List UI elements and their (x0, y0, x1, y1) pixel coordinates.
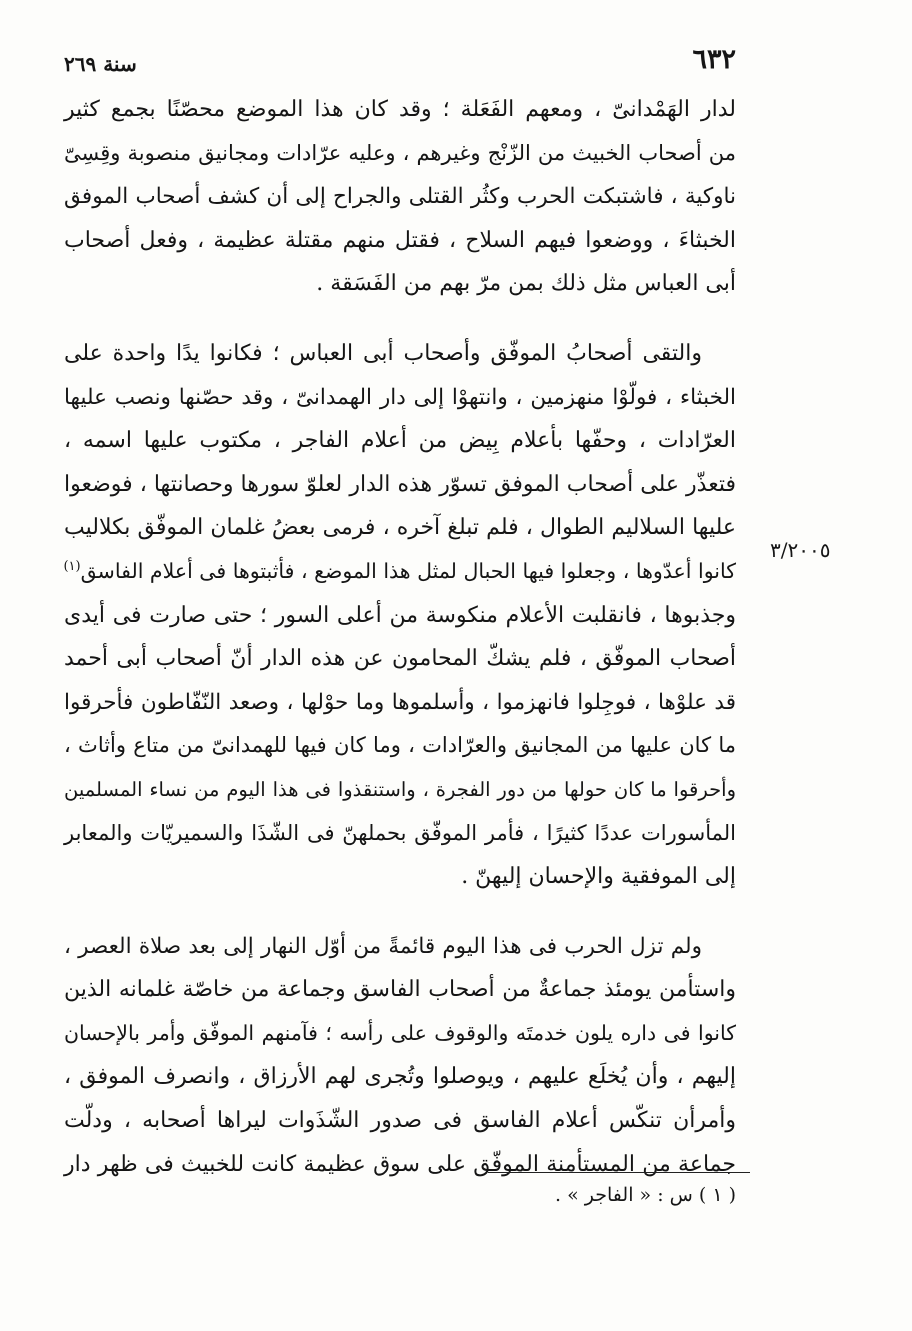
page-number: ٦٣٢ (692, 44, 736, 75)
running-head-year: سنة ٢٦٩ (64, 52, 137, 76)
page-header (64, 44, 736, 80)
text-line-with-footnote (64, 550, 736, 594)
text-line: فتعذّر على أصحاب الموفق تسوّر هذه الدار لعلوّ سورها وحصانتها ، فوضعوا (64, 471, 736, 497)
footnote-marker: (١) (63, 559, 81, 575)
paragraph-3 (64, 925, 736, 1187)
text-line-content: كانوا أعدّوها ، وجعلوا فيها الحبال لمثل هذا الموضع ، فأثبتوها فى أعلام الفاسق (80, 558, 736, 583)
text-line: والتقى أصحابُ الموفّق وأصحاب أبى العباس ؛ فكانوا يدًا واحدة على (64, 340, 702, 366)
text-line: إلى الموفقية والإحسان إليهنّ . (461, 864, 736, 890)
text-line: ما كان عليها من المجانيق والعرّادات ، وما كان فيها للهمدانىّ من متاع وأثاث ، (64, 733, 736, 758)
text-line: لدار الهَمْدانىّ ، ومعهم الفَعَلة ؛ وقد كان هذا الموضع محصّنًا بجمع كثير (64, 97, 736, 122)
text-line: واستأمن يومئذ جماعةٌ من أصحاب الفاسق وجماعة من خاصّة غلمانه الذين (64, 977, 736, 1003)
text-line: عليها السلاليم الطوال ، فلم تبلغ آخره ، فرمى بعضُ غلمان الموفّق بكلاليب (64, 515, 736, 541)
text-line: إليهم ، وأن يُخلَع عليهم ، ويوصلوا وتُجرى لهم الأرزاق ، وانصرف الموفق ، (64, 1064, 736, 1090)
text-line: الخبثاء ، فولّوْا منهزمين ، وانتهوْا إلى دار الهمدانىّ ، وقد حصّنها ونصب عليها (64, 384, 736, 410)
text-line: من أصحاب الخبيث من الزّنْج وغيرهم ، وعليه عرّادات ومجانيق منصوبة وقِسِىّ (64, 140, 736, 165)
text-line: وجذبوها ، فانقلبت الأعلام منكوسة من أعلى السور ؛ حتى صارت فى أيدى (64, 602, 736, 628)
text-line: وأمرأن تنكّس أعلام الفاسق فى صدور الشّذَوات ليراها أصحابه ، ودلّت (64, 1108, 736, 1134)
text-line: كانوا فى داره يلون خدمتَه والوقوف على رأسه ؛ فآمنهم الموفّق وأمر بالإحسان (64, 1020, 736, 1045)
margin-reference: ٣/٢٠٠٥ (770, 538, 831, 562)
text-line: وأحرقوا ما كان حولها من دور الفجرة ، واستنقذوا فى هذا اليوم من نساء المسلمين (64, 777, 736, 801)
paragraph-1 (64, 88, 736, 306)
text-line: أصحاب الموفّق ، فلم يشكّ المحامون عن هذه الدار أنّ أصحاب أبى أحمد (64, 646, 736, 672)
paragraph-2 (64, 332, 736, 899)
text-line: ناوكية ، فاشتبكت الحرب وكثُر القتلى والجراح إلى أن كشف أصحاب الموفق (64, 184, 736, 210)
text-line: العرّادات ، وحفّها بأعلام بِيض من أعلام الفاجر ، مكتوب عليها اسمه ، (64, 428, 736, 454)
footnote-divider (488, 1172, 750, 1173)
text-line: أبى العباس مثل ذلك بمن مرّ بهم من الفَسَقة . (316, 271, 736, 297)
text-line: جماعة من المستأمنة الموفّق على سوق عظيمة كانت للخبيث فى ظهر دار (64, 1151, 736, 1177)
main-text (64, 88, 736, 1186)
footnote: ( ١ ) س : « الفاجر » . (555, 1184, 736, 1206)
text-line: الخبثاءَ ، ووضعوا فيهم السلاح ، فقتل منهم مقتلة عظيمة ، وفعل أصحاب (64, 227, 736, 253)
text-line: المأسورات عددًا كثيرًا ، فأمر الموفّق بحملهنّ فى الشّذَا والسميريّات والمعابر (64, 820, 736, 845)
text-line: ولم تزل الحرب فى هذا اليوم قائمةً من أوّل النهار إلى بعد صلاة العصر ، (64, 933, 702, 959)
text-line: قد علوْها ، فوجِلوا فانهزموا ، وأسلموها وما حوْلها ، وصعد النّفّاطون فأحرقوا (64, 689, 736, 715)
